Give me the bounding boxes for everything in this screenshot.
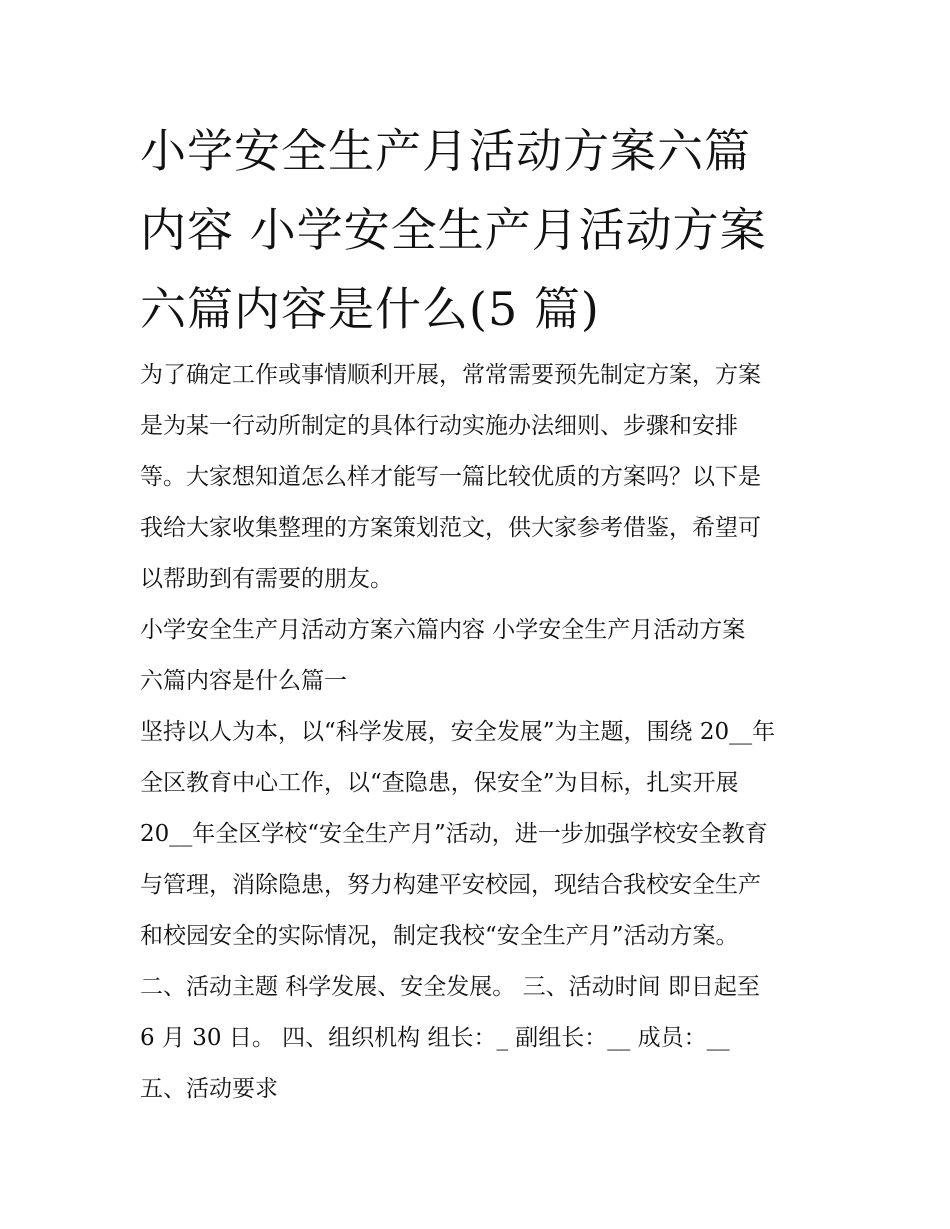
intro-paragraph (140, 350, 830, 605)
heading-line: 六篇内容是什么篇一 (140, 668, 347, 694)
text-line: 和校园安全的实际情况，制定我校“安全生产月”活动方案。 (140, 923, 739, 949)
text-line: 为了确定工作或事情顺利开展，常常需要预先制定方案，方案 (140, 362, 761, 388)
section-heading (140, 605, 830, 707)
title-line: 内容 小学安全生产月活动方案 (140, 203, 767, 257)
section-paragraph (140, 707, 830, 1115)
heading-line: 小学安全生产月活动方案六篇内容 小学安全生产月活动方案 (140, 617, 746, 643)
text-line: 坚持以人为本，以“科学发展，安全发展”为主题，围绕 20__年 (140, 719, 776, 745)
title-line: 小学安全生产月活动方案六篇 (140, 124, 751, 178)
document-title (140, 112, 820, 349)
text-line: 五、活动要求 (140, 1076, 278, 1102)
text-line: 20__年全区学校“安全生产月”活动，进一步加强学校安全教育 (140, 821, 768, 847)
document-body (140, 350, 830, 1115)
text-line: 全区教育中心工作，以“查隐患，保安全”为目标，扎实开展 (140, 770, 739, 796)
text-line: 我给大家收集整理的方案策划范文，供大家参考借鉴，希望可 (140, 515, 761, 541)
title-line: 六篇内容是什么(5 篇) (140, 282, 600, 336)
text-line: 二、活动主题 科学发展、安全发展。 三、活动时间 即日起至 (140, 974, 760, 1000)
text-line: 以帮助到有需要的朋友。 (140, 566, 393, 592)
text-line: 6 月 30 日。 四、组织机构 组长：_ 副组长：__ 成员：__ (140, 1025, 730, 1051)
text-line: 是为某一行动所制定的具体行动实施办法细则、步骤和安排 (140, 413, 738, 439)
text-line: 与管理，消除隐患，努力构建平安校园，现结合我校安全生产 (140, 872, 761, 898)
text-line: 等。大家想知道怎么样才能写一篇比较优质的方案吗？以下是 (140, 464, 761, 490)
